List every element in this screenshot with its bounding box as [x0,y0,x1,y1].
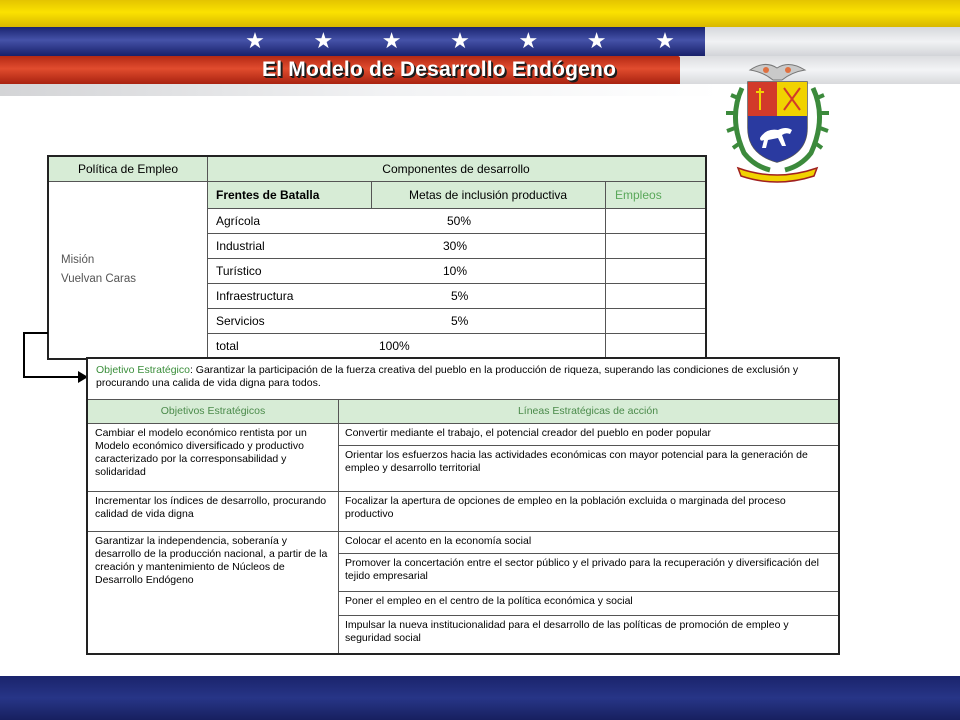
empleos-cell [605,258,705,283]
subheader-metas: Metas de inclusión productiva [371,182,605,208]
grid-line [207,233,705,234]
empleos-total-cell [605,333,705,358]
meta-cell: 5% [451,313,469,328]
grid-line [207,283,705,284]
connector-line [23,376,83,378]
star-icon: ★ [313,29,334,54]
header-band-grey [705,27,960,56]
linea-cell: Orientar los esfuerzos hacia las actividades económicas con mayor potencial para la generación de empleo y desarrollo territorial [345,449,808,474]
empleos-cell [605,308,705,333]
frente-cell: Industrial [216,238,265,253]
objetivo-cell: Garantizar la independencia, soberanía y desarrollo de la producción nacional, a partir de la creación y mantenimiento de Núcleos de Desarrollo Endógeno [95,535,328,586]
connector-line [23,332,48,334]
objetivo-cell: Cambiar el modelo económico rentista por un Modelo económico diversificado y productivo caracterizado por la corresponsabilidad y solidaridad [95,427,307,478]
grid-line [88,531,838,532]
frente-cell: Infraestructura [216,288,294,303]
mision-cell [49,181,207,358]
grid-line [207,333,705,334]
star-icon: ★ [655,29,675,54]
frente-cell: Agrícola [216,213,261,228]
empleos-cell [605,233,705,258]
meta-cell: 30% [443,238,468,253]
grid-line [338,553,838,554]
grid-line [338,445,838,446]
mision-label: Misión [61,253,95,266]
star-row [240,27,680,56]
objective-text: : Garantizar la participación de la fuerza creativa del pueblo en la producción de riqueza, superando las condiciones de exclusión y procurando una calida de vida digna para todos. [96,364,799,389]
grid-line [338,399,339,653]
star-icon: ★ [245,29,265,54]
frente-total-cell: total [216,338,239,353]
header-objetivos: Objetivos Estratégicos [88,399,338,423]
linea-cell: Promover la concertación entre el sector público y el privado para la recuperación y diversificación del tejido empresarial [345,557,819,582]
star-icon: ★ [586,29,607,54]
star-icon: ★ [381,29,402,54]
linea-cell: Colocar el acento en la economía social [345,535,532,547]
strategic-objectives-table [86,357,840,655]
grid-line [207,308,705,309]
meta-cell: 5% [451,288,469,303]
grid-line [88,491,838,492]
meta-cell: 10% [443,263,468,278]
subheader-empleos: Empleos [605,182,705,208]
objective-label: Objetivo Estratégico [96,364,190,376]
linea-cell: Poner el empleo en el centro de la política económica y social [345,595,633,607]
grid-line [88,423,838,424]
meta-cell: 50% [447,213,472,228]
grid-line [338,591,838,592]
grid-line [207,208,705,209]
empleos-cell [605,283,705,308]
star-icon: ★ [518,29,539,54]
employment-policy-table [47,155,707,360]
frente-cell: Servicios [216,313,265,328]
coat-of-arms-icon [720,58,835,183]
grid-line [207,258,705,259]
linea-cell: Impulsar la nueva institucionalidad para el desarrollo de las políticas de promoción de empleo y seguridad social [345,619,789,644]
grid-line [49,181,705,182]
frente-cell: Turístico [216,263,262,278]
grid-line [371,181,372,208]
star-icon: ★ [450,29,470,54]
grid-line [88,399,838,400]
objective-statement [88,359,838,399]
objetivo-cell: Incrementar los índices de desarrollo, procurando calidad de vida digna [95,495,327,520]
grid-line [605,181,606,358]
flag-band-yellow [0,0,960,27]
header-politica: Política de Empleo [49,157,207,181]
connector-line [23,332,25,378]
header-lineas: Líneas Estratégicas de acción [338,399,838,423]
grid-line [207,157,208,358]
mision-name: Vuelvan Caras [61,272,137,285]
subheader-frentes: Frentes de Batalla [208,182,371,208]
header-componentes: Componentes de desarrollo [207,157,705,181]
footer-band-blue [0,676,960,720]
grid-line [338,615,838,616]
page-title: El Modelo de Desarrollo Endógeno [262,58,617,81]
empleos-cell [605,208,705,233]
meta-total-cell: 100% [379,338,410,353]
linea-cell: Focalizar la apertura de opciones de empleo en la población excluida o marginada del proceso productivo [345,495,786,520]
linea-cell: Convertir mediante el trabajo, el potencial creador del pueblo en poder popular [345,427,711,439]
